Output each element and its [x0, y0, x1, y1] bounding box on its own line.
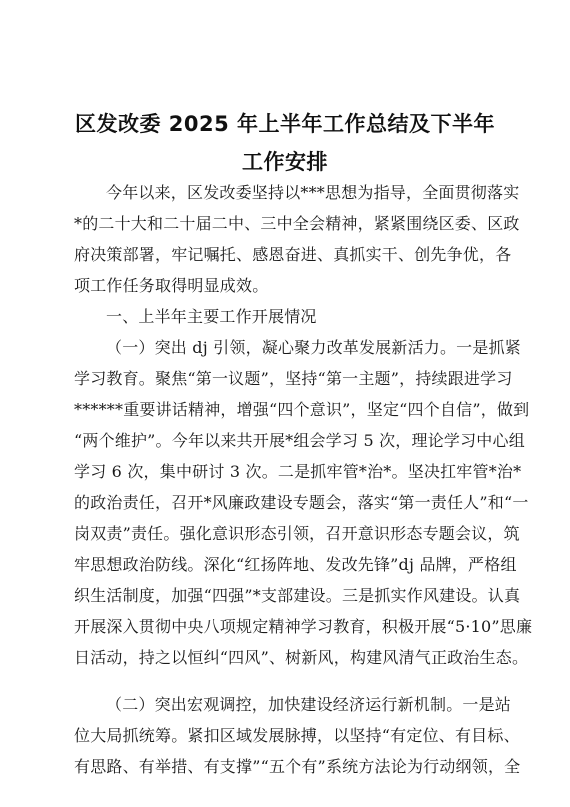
document-title-continued: 工作安排 — [242, 150, 328, 174]
paragraph-line: 日活动，持之以恒纠“四风”、树新风，构建风清气正政治生态。 — [74, 648, 529, 667]
paragraph-line: 开展深入贯彻中央八项规定精神学习教育，积极开展“5·10”思廉 — [74, 617, 533, 636]
paragraph-line: 有思路、有举措、有支撑”“五个有”系统方法论为行动纲领，全 — [74, 757, 521, 776]
paragraph-line: 学习教育。聚焦“第一议题”，坚持“第一主题”，持续跟进学习 — [74, 369, 513, 388]
paragraph-line: 府决策部署，牢记嘱托、感恩奋进、真抓实干、创先争优，各 — [74, 245, 512, 264]
paragraph-line: 岗双责”责任。强化意识形态引领，召开意识形态专题会议，筑 — [74, 524, 520, 543]
paragraph-line: 牢思想政治防线。深化“红扬阵地、发改先锋”dj 品牌，严格组 — [74, 555, 517, 574]
paragraph-line: （一）突出 dj 引领，凝心聚力改革发展新活力。一是抓紧 — [106, 338, 521, 357]
section-heading: 一、上半年主要工作开展情况 — [106, 307, 317, 326]
paragraph-line: “两个维护”。今年以来共开展*组会学习 5 次，理论学习中心组 — [74, 431, 525, 450]
paragraph-line: 今年以来，区发改委坚持以***思想为指导，全面贯彻落实 — [106, 183, 520, 202]
paragraph-line: 织生活制度，加强“四强”*支部建设。三是抓实作风建设。认真 — [74, 586, 521, 605]
paragraph-line: （二）突出宏观调控，加快建设经济运行新机制。一是站 — [106, 695, 512, 714]
paragraph-line: 项工作任务取得明显成效。 — [74, 276, 269, 295]
paragraph-line: ******重要讲话精神，增强“四个意识”，坚定“四个自信”，做到 — [74, 400, 530, 419]
paragraph-line: 学习 6 次，集中研讨 3 次。二是抓牢管*治*。坚决扛牢管*治* — [74, 462, 522, 481]
paragraph-line: 位大局抓统筹。紧扣区域发展脉搏，以坚持“有定位、有目标、 — [74, 726, 520, 745]
paragraph-line: *的二十大和二十届二中、三中全会精神，紧紧围绕区委、区政 — [74, 214, 520, 233]
document-title: 区发改委 2025 年上半年工作总结及下半年 — [74, 112, 496, 136]
paragraph-line: 的政治责任，召开*风廉政建设专题会，落实“第一责任人”和“一 — [74, 493, 529, 512]
